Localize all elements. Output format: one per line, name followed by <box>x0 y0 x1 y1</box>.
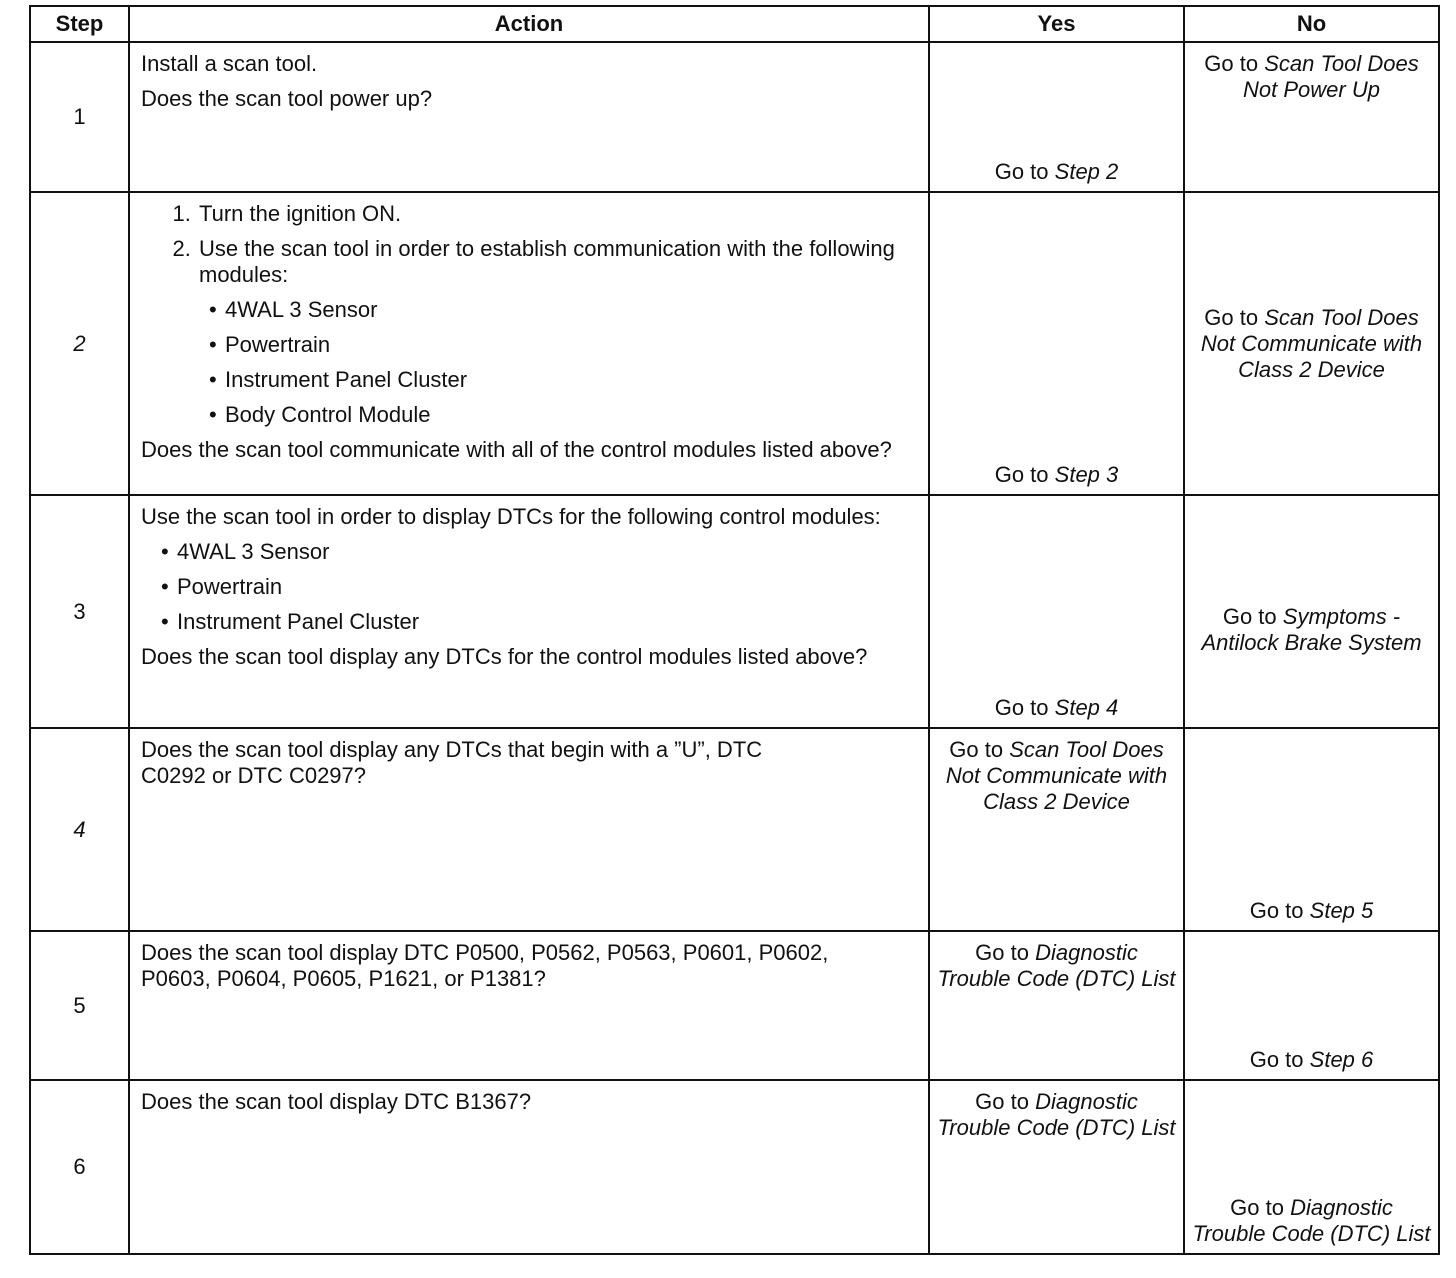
yes-result <box>930 737 1183 815</box>
module-list <box>141 539 918 635</box>
step-number <box>30 728 129 931</box>
table-row <box>30 42 1439 192</box>
module-item: • Instrument Panel Cluster <box>209 367 918 393</box>
header-action: Action <box>129 6 929 42</box>
no-target: Step 5 <box>1309 898 1374 923</box>
no-prefix: Go to <box>1204 304 1259 330</box>
step-number: 5 <box>30 931 129 1080</box>
action-cell <box>129 728 929 931</box>
module-item: • 4WAL 3 Sensor <box>161 539 918 565</box>
yes-cell <box>929 728 1184 931</box>
step-number: 3 <box>30 495 129 728</box>
header-step: Step <box>30 6 129 42</box>
no-result <box>1185 51 1438 103</box>
module-item: • 4WAL 3 Sensor <box>209 297 918 323</box>
yes-prefix: Go to <box>994 159 1049 184</box>
yes-target: Step 2 <box>1054 159 1119 184</box>
no-target: Step 6 <box>1309 1047 1374 1072</box>
no-prefix: Go to <box>1249 898 1304 923</box>
no-cell <box>1184 192 1439 495</box>
yes-cell <box>929 495 1184 728</box>
yes-target: Step 3 <box>1054 462 1119 487</box>
yes-target: Diagnostic Trouble Code (DTC) List <box>937 940 1176 991</box>
yes-prefix: Go to <box>975 940 1029 965</box>
no-prefix: Go to <box>1222 603 1277 629</box>
action-cell <box>129 42 929 192</box>
yes-result <box>930 695 1183 721</box>
yes-cell <box>929 931 1184 1080</box>
no-cell <box>1184 1080 1439 1254</box>
header-no: No <box>1184 6 1439 42</box>
no-prefix: Go to <box>1249 1047 1304 1072</box>
yes-result <box>930 1089 1183 1141</box>
no-prefix: Go to <box>1230 1195 1284 1220</box>
yes-target: Diagnostic Trouble Code (DTC) List <box>937 1089 1176 1140</box>
step-number <box>30 192 129 495</box>
no-cell <box>1184 495 1439 728</box>
action-question: Does the scan tool display DTC P0500, P0562, P0563, P0601, P0602, P0603, P0604, P0605, P1621, or P1381? <box>141 940 829 991</box>
yes-result <box>930 462 1183 488</box>
no-target: Scan Tool Does Not Power Up <box>1243 51 1419 102</box>
no-prefix: Go to <box>1204 51 1259 76</box>
no-result <box>1185 898 1438 924</box>
diagnostic-table <box>29 5 1440 1255</box>
module-item: • Instrument Panel Cluster <box>161 609 918 635</box>
action-question: Does the scan tool communicate with all of the control modules listed above? <box>141 437 892 462</box>
no-target: Scan Tool Does Not Communicate with Class 2 Device <box>1200 304 1423 382</box>
table-row <box>30 728 1439 931</box>
yes-target: Scan Tool Does Not Communicate with Class 2 Device <box>945 737 1168 814</box>
yes-cell <box>929 1080 1184 1254</box>
yes-prefix: Go to <box>949 737 1004 762</box>
table-row <box>30 192 1439 495</box>
action-question: Does the scan tool power up? <box>141 86 433 111</box>
action-cell <box>129 1080 929 1254</box>
module-list <box>199 297 918 428</box>
action-cell <box>129 192 929 495</box>
module-item: • Powertrain <box>209 332 918 358</box>
action-text: Install a scan tool. <box>141 51 318 76</box>
no-target: Diagnostic Trouble Code (DTC) List <box>1192 1195 1431 1246</box>
yes-result <box>930 940 1183 992</box>
yes-result <box>930 159 1183 185</box>
action-question: Does the scan tool display any DTCs for the control modules listed above? <box>141 644 868 669</box>
action-cell <box>129 931 929 1080</box>
action-question: Does the scan tool display DTC B1367? <box>141 1089 532 1114</box>
yes-prefix: Go to <box>994 695 1049 720</box>
step-number: 6 <box>30 1080 129 1254</box>
table-row <box>30 1080 1439 1254</box>
step-number-text: 2 <box>73 330 86 356</box>
no-result <box>1185 1195 1438 1247</box>
yes-target: Step 4 <box>1054 695 1119 720</box>
table-row <box>30 495 1439 728</box>
table-row <box>30 931 1439 1080</box>
yes-prefix: Go to <box>994 462 1049 487</box>
step-number-text: 4 <box>73 816 86 842</box>
action-intro: Use the scan tool in order to display DTCs for the following control modules: <box>141 504 881 529</box>
yes-prefix: Go to <box>975 1089 1029 1114</box>
step-number: 1 <box>30 42 129 192</box>
no-result <box>1185 1047 1438 1073</box>
no-result <box>1185 604 1438 656</box>
module-item: • Body Control Module <box>209 402 918 428</box>
yes-cell <box>929 42 1184 192</box>
no-cell <box>1184 931 1439 1080</box>
no-cell <box>1184 728 1439 931</box>
action-cell <box>129 495 929 728</box>
no-cell <box>1184 42 1439 192</box>
table-header-row <box>30 6 1439 42</box>
module-item: • Powertrain <box>161 574 918 600</box>
action-question: Does the scan tool display any DTCs that begin with a ”U”, DTC C0292 or DTC C0297? <box>141 737 763 788</box>
header-yes: Yes <box>929 6 1184 42</box>
action-step <box>197 236 918 428</box>
action-steps-list <box>141 201 918 428</box>
no-target: Symptoms - Antilock Brake System <box>1201 603 1422 655</box>
action-step: 1. Turn the ignition ON. <box>197 201 918 227</box>
action-step-text: Use the scan tool in order to establish communication with the following modules: <box>199 236 895 287</box>
yes-cell <box>929 192 1184 495</box>
no-result <box>1185 305 1438 383</box>
